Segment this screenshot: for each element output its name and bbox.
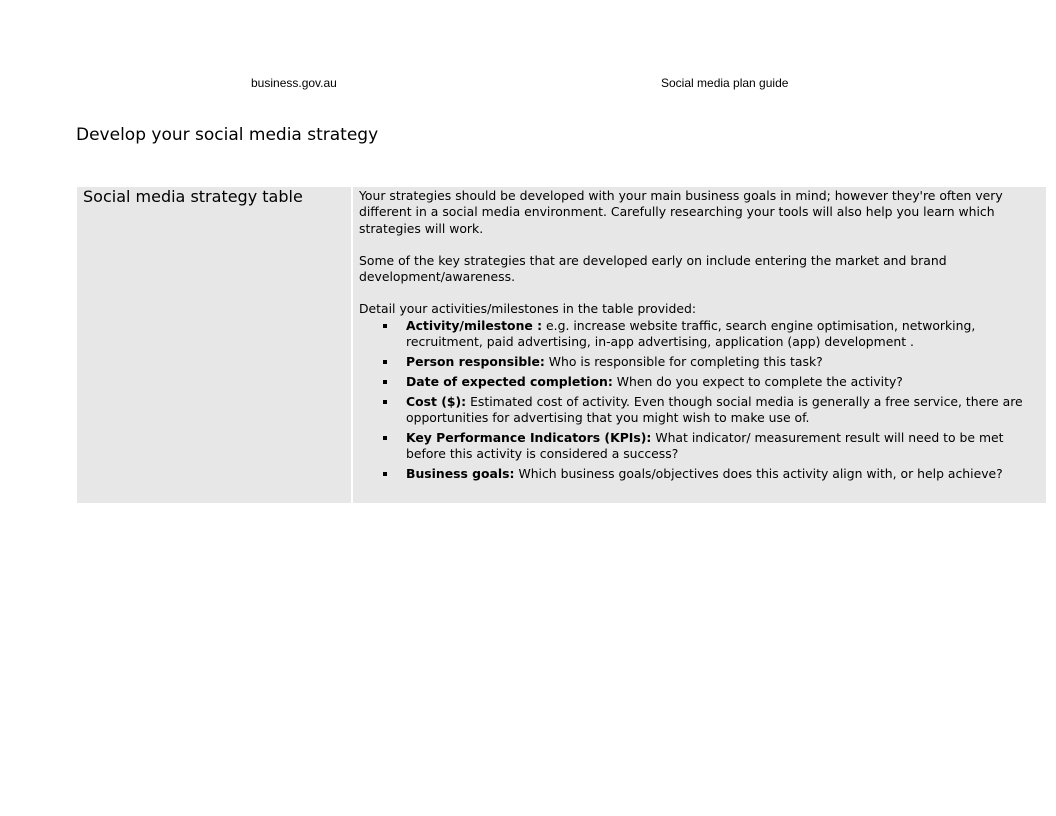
page-title: Develop your social media strategy <box>76 125 379 145</box>
square-bullet-icon <box>383 472 387 476</box>
square-bullet-icon <box>383 360 387 364</box>
item-description: Which business goals/objectives does this activity align with, or help achieve? <box>514 466 1003 482</box>
item-description: Who is responsible for completing this task? <box>544 353 823 369</box>
activity-field-list <box>359 318 1046 483</box>
paragraph-spacer <box>359 237 1046 253</box>
item-description: When do you expect to complete the activity? <box>612 373 903 389</box>
item-description: e.g. increase website traffic, search engine optimisation, networking, recruitment, paid advertising, in-app advertising, application (app) development . <box>406 317 976 350</box>
square-bullet-icon <box>383 324 387 328</box>
square-bullet-icon <box>383 380 387 384</box>
list-item-person-responsible <box>359 354 1046 370</box>
list-item-kpis <box>359 430 1046 463</box>
key-strategies-paragraph: Some of the key strategies that are developed early on include entering the market and brand development/awareness. <box>359 252 947 285</box>
square-bullet-icon <box>383 400 387 404</box>
paragraph-spacer <box>359 285 1046 301</box>
item-term: Activity/milestone : <box>406 317 543 333</box>
guide-title: Social media plan guide <box>661 76 789 90</box>
list-item-business-goals <box>359 466 1046 482</box>
detail-intro: Detail your activities/milestones in the table provided: <box>359 301 697 317</box>
table-label-cell <box>77 187 351 503</box>
site-name: business.gov.au <box>251 76 337 90</box>
list-item-date-of-completion <box>359 374 1046 390</box>
item-term: Date of expected completion: <box>406 373 613 389</box>
square-bullet-icon <box>383 436 387 440</box>
table-label: Social media strategy table <box>83 187 303 206</box>
item-term: Person responsible: <box>406 353 545 369</box>
item-term: Key Performance Indicators (KPIs): <box>406 429 652 445</box>
intro-paragraph: Your strategies should be developed with your main business goals in mind; however they're often very different in a social media environment. Carefully researching your tools will also help you learn which strategies will work. <box>359 188 1003 236</box>
list-item-activity-milestone <box>359 318 1046 351</box>
item-term: Cost ($): <box>406 393 467 409</box>
social-media-strategy-table <box>77 187 1046 503</box>
item-description: Estimated cost of activity. Even though social media is generally a free service, there are opportunities for advertising that you might wish to make use of. <box>406 393 1023 426</box>
table-content-cell <box>353 187 1046 503</box>
list-item-cost <box>359 394 1046 427</box>
item-description: What indicator/ measurement result will need to be met before this activity is considered a success? <box>406 429 1004 462</box>
item-term: Business goals: <box>406 466 515 482</box>
